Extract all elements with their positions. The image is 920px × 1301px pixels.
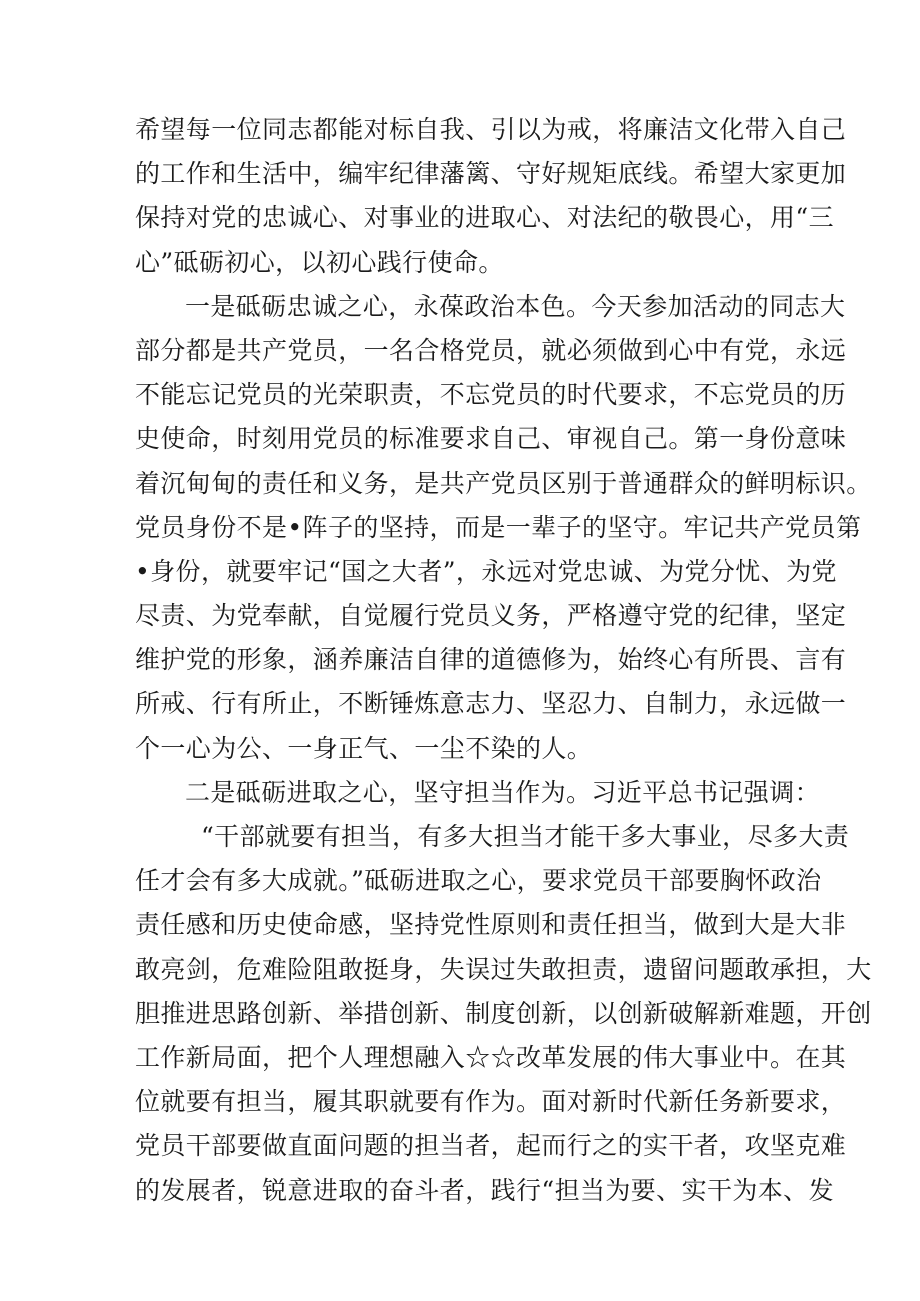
paragraph-first-line: 一是砥砺忠诚之心，永葆政治本色。今天参加活动的同志大 [185,291,846,321]
text-line: 的工作和生活中，编牢纪律藩篱、守好规矩底线。希望大家更加 [135,159,847,189]
text-line: 任才会有多大成就。”砥砺进取之心，要求党员干部要胸怀政治 [135,866,822,896]
text-line: 工作新局面，把个人理想融入☆☆改革发展的伟大事业中。在其 [135,1042,847,1072]
text-line: 所戒、行有所止，不断锤炼意志力、坚忍力、自制力，永远做一 [135,689,847,719]
text-line: 责任感和历史使命感，坚持党性原则和责任担当，做到大是大非 [135,910,847,940]
text-line: 希望每一位同志都能对标自我、引以为戒，将廉洁文化带入自己 [135,115,847,144]
text-line: 着沉甸甸的责任和义务，是共产党员区别于普通群众的鲜明标识。 [135,468,872,498]
text-line: •身份，就要牢记“国之大者”，永远对党忠诚、为党分忧、为党 [135,556,837,586]
text-line: 史使命，时刻用党员的标准要求自己、审视自己。第一身份意味 [135,424,847,454]
text-line: 心”砥砺初心，以初心践行使命。 [135,247,504,277]
quote-first-line: “干部就要有担当，有多大担当才能干多大事业，尽多大责 [201,822,850,851]
text-line: 胆推进思路创新、举措创新、制度创新，以创新破解新难题，开创 [135,998,872,1028]
text-line: 党员身份不是•阵子的坚持，而是一辈子的坚守。牢记共产党员第 [135,512,862,542]
text-line: 敢亮剑，危难险阻敢挺身，失误过失敢担责，遗留问题敢承担，大 [135,954,872,984]
text-line: 的发展者，锐意进取的奋斗者，践行“担当为要、实干为本、发 [135,1175,834,1205]
text-line: 个一心为公、一身正气、一尘不染的人。 [135,733,593,763]
body-text [135,108,872,1213]
text-line: 不能忘记党员的光荣职责，不忘党员的时代要求，不忘党员的历 [135,380,847,410]
text-line: 党员干部要做直面问题的担当者，起而行之的实干者，攻坚克难 [135,1131,847,1161]
text-line: 维护党的形象，涵养廉洁自律的道德修为，始终心有所畏、言有 [135,645,847,675]
text-line: 保持对党的忠诚心、对事业的进取心、对法纪的敬畏心，用“三 [135,203,834,233]
text-line: 位就要有担当，履其职就要有作为。面对新时代新任务新要求， [135,1087,847,1117]
text-line: 尽责、为党奉献，自觉履行党员义务，严格遵守党的纪律，坚定 [135,601,847,631]
text-line: 部分都是共产党员，一名合格党员，就必须做到心中有党，永远 [135,335,847,365]
paragraph-first-line: 二是砥砺进取之心，坚守担当作为。习近平总书记强调： [185,777,821,807]
